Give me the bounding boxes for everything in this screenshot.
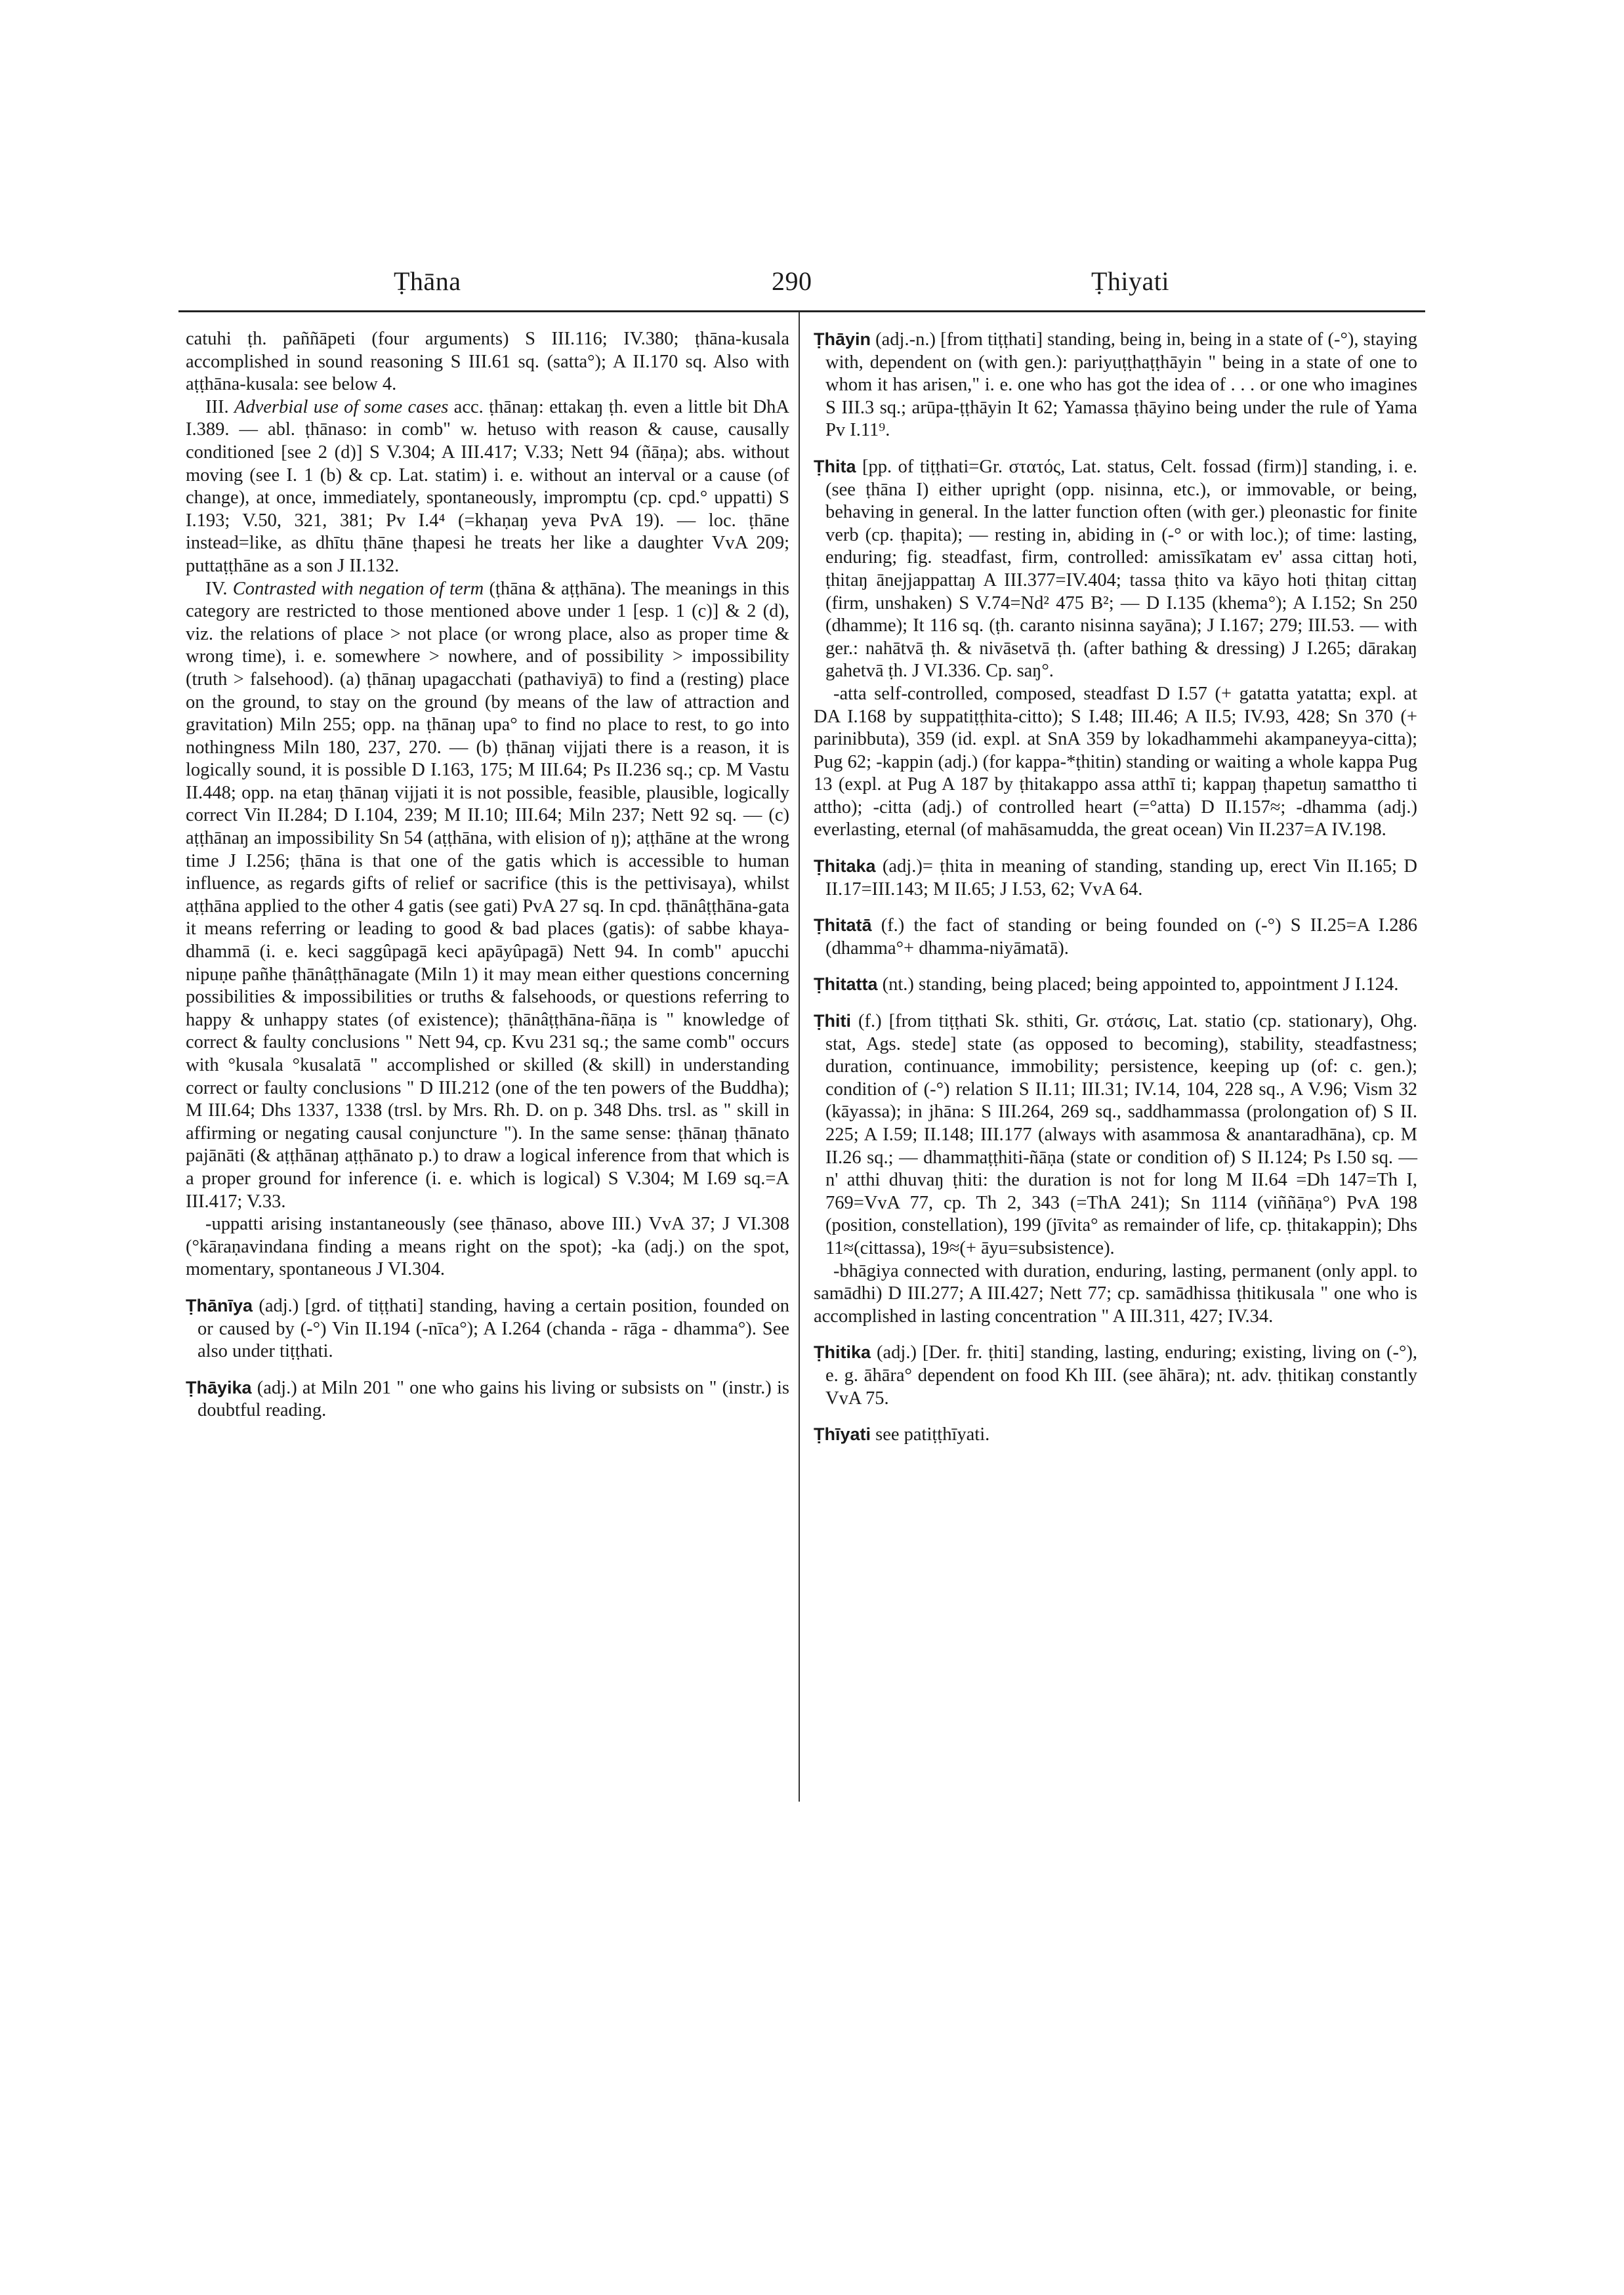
entry-thiyati (814, 1423, 1417, 1447)
header-right-headword: Ṭhiyati (1091, 266, 1170, 296)
compound-subentry: -bhāgiya connected with duration, enduring, lasting, permanent (only appl. to samādhi) D III.277; A III.427; Nett 77; cp. samādhissa ṭhitikusala " one who is accomplished in lasting concentration " A III.311, 427; IV.34. (814, 1260, 1417, 1327)
entry-thitaka (814, 855, 1417, 901)
headword: Ṭhiti (814, 1011, 851, 1031)
section-text: acc. ṭhānaŋ: ettakaŋ ṭh. even a little bit DhA I.389. — abl. ṭhānaso: in comb" w. hetuso with reason & cause, causally conditioned [see 2 (d)] S V.304; A III.417; V.33; Nett 94 (ñāṇa); abs. without moving (see I. 1 (b) & cp. Lat. statim) i. e. without an interval or a cause (of change), at once, immediately, spontaneously, impromptu (cp. cpd.° uppatti) S I.193; V.50, 321, 381; Pv I.4⁴ (=khaṇaŋ yeva PvA 19). — loc. ṭhāne instead=like, as dhītu ṭhāne ṭhapesi he treats her like a daughter VvA 209; puttaṭṭhāne as a son J II.132. (186, 396, 790, 576)
header-rule (178, 310, 1425, 312)
right-column (814, 328, 1417, 1447)
headword: Ṭhitaka (814, 856, 876, 877)
page-number: 290 (772, 266, 812, 296)
section-adverbial-use (186, 396, 789, 578)
definition: (nt.) standing, being placed; being appointed to, appointment J I.124. (882, 974, 1399, 995)
entry-thita (814, 455, 1417, 683)
entry-thayin (814, 328, 1417, 442)
definition: (f.) [from tiṭṭhati Sk. sthiti, Gr. στάσις, Lat. statio (cp. stationary), Ohg. stat, Ags. stede] state (as opposed to becoming), stability, steadfastness; duration, continuance, immobility; persistence, keeping up (of: c. gen.); condition of (-°) relation S II.11; III.31; IV.14, 104, 228 sq., A V.96; Vism 32 (kāyassa); in jhāna: S III.264, 269 sq., saddhammassa (prolongation of) S II. 225; A I.59; II.148; III.177 (always with asammosa & anantaradhāna), cp. M II.26 sq.; — dhammaṭṭhiti-ñāṇa (state or condition of) S II.124; Ps I.50 sq. — n' atthi dhuvaŋ ṭhiti: the duration is not for long M II.64 =Dh 147=Th I, 769=VvA 77, cp. Th 2, 343 (=ThA 241); Sn 1114 (viññāṇa°) PvA 198 (position, constellation), 199 (jīvita° as remainder of life, cp. ṭhitakappin); Dhs 11≈(cittassa), 19≈(+ āyu=subsistence). (825, 1011, 1417, 1258)
entry-thitika (814, 1341, 1417, 1410)
definition: [pp. of tiṭṭhati=Gr. στατός, Lat. status, Celt. fossad (firm)] standing, i. e. (see ṭhāna I) either upright (opp. nisinna, etc.), or immovable, or being, behaving in general. In the latter function often (with ger.) pleonastic for finite verb (cp. ṭhapita); — resting in, abiding in (-° or with loc.); of time: lasting, enduring; fig. steadfast, firm, controlled: amissīkatam ev' assa cittaŋ hoti, ṭhitaŋ ānejjappattaŋ A III.377=IV.404; tassa ṭhito va kāyo hoti ṭhitaŋ cittaŋ (firm, unshaken) S V.74=Nd² 475 B²; — D I.135 (khema°); A I.152; Sn 250 (dhamme); It 116 sq. (ṭh. caranto nisinna sayāna); J I.167; 279; III.53. — with ger.: nahātvā ṭh. & nivāsetvā ṭh. (after bathing & dressing) J I.265; dārakaŋ gahetvā ṭh. J VI.336. Cp. saŋ°. (825, 456, 1418, 682)
section-contrasted (186, 578, 789, 1214)
header-left-headword: Ṭhāna (394, 266, 461, 296)
headword: Ṭhīyati (814, 1424, 871, 1445)
definition: (adj.-n.) [from tiṭṭhati] standing, being in, being in a state of (-°), staying with, dependent on (with gen.): pariyuṭṭhaṭṭhāyin " being in a state of one to whom it has arisen," i. e. one who has got the idea of . . . or one who imagines S III.3 sq.; arūpa-ṭṭhāyin It 62; Yamassa ṭhāyino being under the rule of Yama Pv I.11⁹. (825, 329, 1418, 441)
entry-thiti (814, 1010, 1417, 1260)
section-title: Adverbial use of some cases (234, 396, 449, 417)
column-divider (799, 312, 800, 1802)
entry-thayika (186, 1376, 789, 1422)
entry-thitatta (814, 973, 1417, 997)
definition: (adj.) [grd. of tiṭṭhati] standing, having a certain position, founded on or caused by (-°) Vin II.194 (-nīca°); A I.264 (chanda - rāga - dhamma°). See also under tiṭṭhati. (198, 1295, 790, 1362)
headword: Ṭhitatta (814, 974, 878, 995)
compound-subentry: -uppatti arising instantaneously (see ṭhānaso, above III.) VvA 37; J VI.308 (°kāraṇavindana finding a means right on the spot); -ka (adj.) on the spot, momentary, spontaneous J VI.304. (186, 1214, 789, 1280)
headword: Ṭhānīya (186, 1295, 253, 1315)
headword: Ṭhitatā (814, 915, 872, 936)
left-column (186, 328, 789, 1422)
section-text: (ṭhāna & aṭṭhāna). The meanings in this category are restricted to those mentioned above under 1 [esp. 1 (c)] & 2 (d), viz. the relations of place > not place (or wrong place, also as proper time & wrong time), i. e. somewhere > nowhere, and of possibility > impossibility (truth > falsehood). (a) ṭhānaŋ upagacchati (pathaviyā) to find a (resting) place on the ground, to stay on the ground (by means of the law of attraction and gravitation) Miln 255; opp. na ṭhānaŋ upa° to find no place to rest, to go into nothingness Miln 180, 237, 270. — (b) ṭhānaŋ vijjati there is a reason, it is logically sound, it is possible D I.163, 175; M III.64; Ps II.236 sq.; cp. M Vastu II.448; opp. na etaŋ ṭhānaŋ vijjati it is not possible, feasible, plausible, logically correct Vin II.284; D I.104, 239; M II.10; III.64; Miln 237; Nett 92 sq. — (c) aṭṭhānaŋ an impossibility Sn 54 (aṭṭhāna, with elision of ŋ); aṭṭhāne at the wrong time J I.256; ṭhāna is that one of the gatis which is accessible to human influence, as regards gifts of relief or sacrifice (this is the pettivisaya), whilst aṭṭhāna applied to the other 4 gatis (see gati) PvA 27 sq. In cpd. ṭhānâṭṭhāna-gata it means referring or leading to good & bad places (gatis): of sabbe khaya-dhammā (i. e. keci saggûpagā keci apāyûpagā) Nett 94. In comb" apucchi nipuṇe pañhe ṭhānâṭṭhānagate (Miln 1) it may mean either questions concerning possibilities & impossibilities or truths & falsehoods, or questions referring to happy & unhappy states (of existence); ṭhānâṭṭhāna-ñāṇa is " knowledge of correct & faulty conclusions " Nett 94, cp. Kvu 231 sq.; the same comb" occurs with °kusala °kusalatā " accomplished or skilled (& skill) in understanding correct or faulty conclusions " D III.212 (one of the ten powers of the Buddha); M III.64; Dhs 1337, 1338 (trsl. by Mrs. Rh. D. on p. 348 Dhs. trsl. as " skill in affirming or negating causal conjuncture "). In the same sense: ṭhānaŋ ṭhānato pajānāti (& aṭṭhānaŋ aṭṭhānato p.) to draw a logical inference from that which is a proper ground for inference (i. e. which is logical) S V.304; M I.69 sq.=A III.417; V.33. (186, 578, 790, 1212)
definition: see patiṭṭhīyati. (875, 1424, 990, 1445)
definition: (adj.) [Der. fr. ṭhiti] standing, lasting, enduring; existing, living on (-°), e. g. āhāra° dependent on food Kh III. (see āhāra); nt. adv. ṭhitikaŋ constantly VvA 75. (825, 1342, 1418, 1409)
entry-thaniya (186, 1294, 789, 1363)
headword: Ṭhāyin (814, 329, 871, 349)
headword: Ṭhāyika (186, 1377, 252, 1397)
definition: (adj.) at Miln 201 " one who gains his living or subsists on " (instr.) is doubtful reading. (198, 1377, 789, 1421)
section-label: IV. (205, 578, 228, 599)
section-title: Contrasted with negation of term (232, 578, 484, 599)
definition: (adj.)= ṭhita in meaning of standing, standing up, erect Vin II.165; D II.17=III.143; M II.65; J I.53, 62; VvA 64. (825, 856, 1417, 899)
headword: Ṭhita (814, 456, 856, 476)
entry-continuation: catuhi ṭh. paññāpeti (four arguments) S III.116; IV.380; ṭhāna-kusala accomplished in sound reasoning S III.61 sq. (satta°); A II.170 sq. Also with aṭṭhāna-kusala: see below 4. (186, 329, 789, 395)
compound-subentry: -atta self-controlled, composed, steadfast D I.57 (+ gatatta yatatta; expl. at DA I.168 by suppatiṭṭhita-citto); S I.48; III.46; A II.5; IV.93, 428; Sn 370 (+ parinibbuta), 359 (id. expl. at SnA 359 by lokadhammehi akampaneyya-citta); Pug 62; -kappin (adj.) (for kappa-*ṭhitin) standing or waiting a whole kappa Pug 13 (expl. at Pug A 187 by ṭhitakappo assa atthī ti; kappaŋ ṭhapetuŋ samattho ti attho); -citta (adj.) of controlled heart (=°atta) D II.157≈; -dhamma (adj.) everlasting, eternal (of mahāsamudda, the great ocean) Vin II.237=A IV.198. (814, 683, 1417, 840)
section-label: III. (205, 396, 229, 417)
headword: Ṭhitika (814, 1342, 871, 1363)
entry-thitata (814, 914, 1417, 960)
definition: (f.) the fact of standing or being founded on (-°) S II.25=A I.286 (dhamma°+ dhamma-niyāmatā). (825, 915, 1418, 959)
